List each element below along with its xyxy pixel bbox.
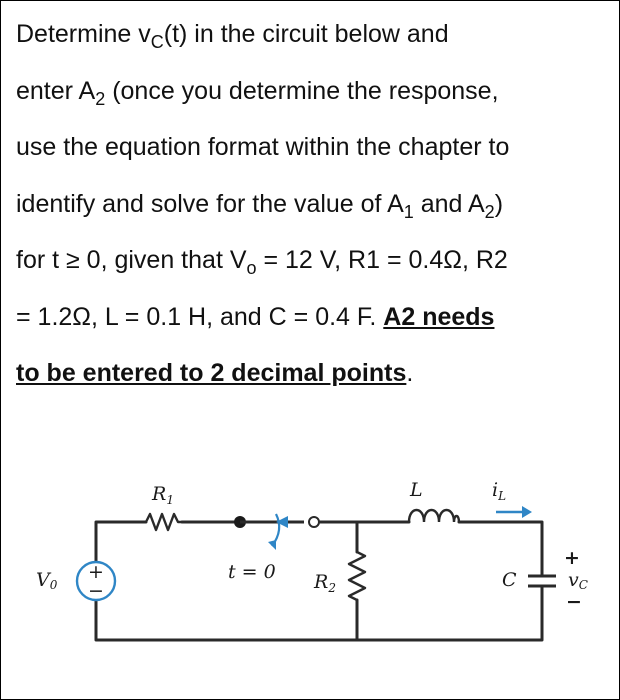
problem-line-3: use the equation format within the chapter to [16, 133, 510, 161]
text: (t) in the circuit below and [163, 20, 449, 48]
circuit-diagram [14, 462, 604, 698]
problem-line-7 [16, 345, 606, 402]
subscript: o [246, 257, 257, 278]
c-label: C [502, 569, 517, 591]
subscript: C [150, 31, 164, 52]
cap-minus-sign: − [566, 591, 582, 613]
problem-line-6 [16, 289, 606, 346]
switch [234, 514, 319, 550]
cap-plus-sign: + [564, 547, 580, 569]
text: identify and solve for the value of A [16, 189, 404, 218]
inductor [409, 510, 459, 522]
text: . [406, 359, 414, 387]
r2-label: $R_2$ [314, 571, 336, 595]
switch-time-label: t = 0 [228, 561, 276, 583]
text: ) [494, 189, 504, 218]
emphasis-text: A2 needs [383, 302, 495, 331]
il-label: $i_L$ [492, 479, 507, 503]
subscript: 2 [95, 88, 106, 109]
subscript: 1 [403, 201, 414, 222]
text: and A [413, 189, 485, 218]
source-minus-sign: − [88, 580, 104, 602]
problem-line-4 [16, 176, 606, 233]
r1-label: $R_1$ [152, 483, 174, 507]
r1-resistor [146, 514, 182, 530]
vc-label: vC [568, 569, 588, 592]
text: for t ≥ 0, given that V [16, 246, 247, 274]
problem-statement [16, 6, 606, 402]
r2-resistor [349, 552, 365, 600]
emphasis-text: to be entered to 2 decimal points [16, 359, 407, 387]
text: = 12 V, R1 = 0.4Ω, R2 [256, 246, 508, 274]
capacitor [528, 576, 556, 598]
il-arrow-icon [496, 506, 532, 518]
problem-line-5 [16, 232, 606, 289]
source-label: V0 [36, 569, 58, 592]
text: (once you determine the response, [105, 76, 499, 105]
subscript: 2 [484, 201, 495, 222]
l-label: L [410, 479, 423, 501]
problem-line-1 [16, 6, 606, 63]
source-plus-sign: + [88, 561, 104, 583]
text: Determine v [16, 20, 151, 48]
text: = 1.2Ω, L = 0.1 H, and C = 0.4 F. [16, 302, 384, 331]
problem-line-2 [16, 63, 606, 120]
text: enter A [16, 76, 96, 105]
voltage-source [77, 561, 115, 602]
